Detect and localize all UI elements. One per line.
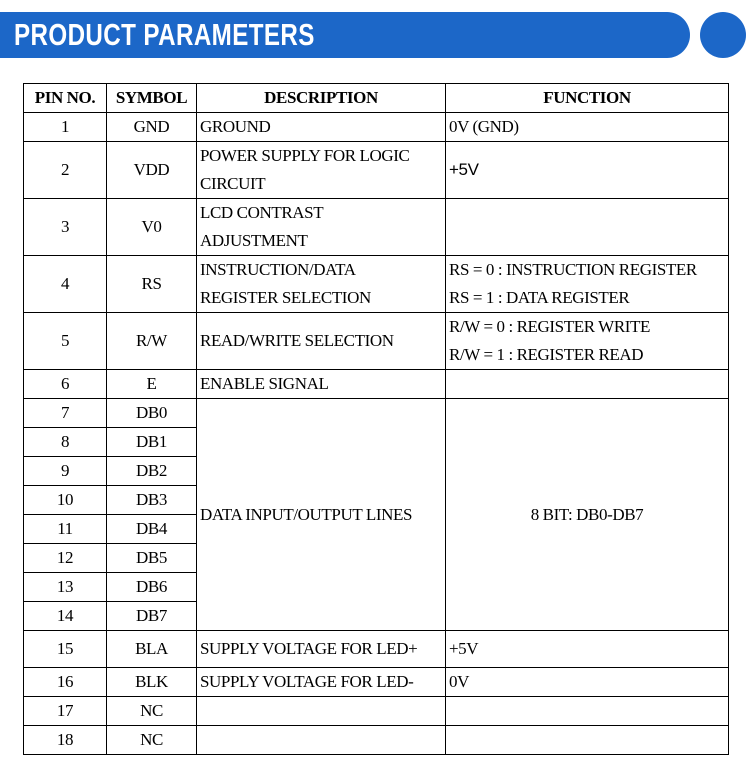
symbol-cell: GND (107, 113, 197, 142)
pin-number-cell: 1 (24, 113, 107, 142)
table-row (24, 199, 729, 256)
description-cell (197, 199, 446, 256)
cell-text-line: RS = 0 : INSTRUCTION REGISTER (449, 260, 697, 279)
description-cell (197, 668, 446, 697)
description-cell (197, 726, 446, 755)
pin-number-cell: 7 (24, 399, 107, 428)
table-row (24, 256, 729, 313)
function-cell (446, 142, 729, 199)
table-row (24, 370, 729, 399)
table-header-row (24, 84, 729, 113)
pin-number-cell: 6 (24, 370, 107, 399)
function-cell (446, 313, 729, 370)
function-cell (446, 726, 729, 755)
cell-text-line: R/W = 1 : REGISTER READ (449, 345, 644, 364)
symbol-cell: NC (107, 726, 197, 755)
symbol-cell: DB5 (107, 544, 197, 573)
function-cell (446, 631, 729, 668)
symbol-cell: VDD (107, 142, 197, 199)
symbol-cell: E (107, 370, 197, 399)
cell-text-line: ENABLE SIGNAL (200, 374, 329, 393)
description-cell (197, 142, 446, 199)
symbol-cell: R/W (107, 313, 197, 370)
pin-number-cell: 5 (24, 313, 107, 370)
function-cell (446, 113, 729, 142)
cell-text-line: R/W = 0 : REGISTER WRITE (449, 317, 650, 336)
symbol-cell: NC (107, 697, 197, 726)
symbol-cell: DB0 (107, 399, 197, 428)
table-row (24, 142, 729, 199)
description-cell (197, 113, 446, 142)
cell-text-line: 0V (449, 672, 469, 691)
function-cell (446, 199, 729, 256)
table-row (24, 631, 729, 668)
function-cell (446, 668, 729, 697)
description-cell (197, 631, 446, 668)
cell-text-line: SUPPLY VOLTAGE FOR LED+ (200, 639, 418, 658)
pin-number-cell: 8 (24, 428, 107, 457)
cell-text-line: +5V (449, 160, 479, 179)
header-description: DESCRIPTION (197, 84, 446, 113)
header-banner (0, 12, 690, 58)
parameters-table (23, 83, 729, 755)
pin-number-cell: 13 (24, 573, 107, 602)
cell-text-line: +5V (449, 639, 479, 658)
symbol-cell: RS (107, 256, 197, 313)
cell-text-line: READ/WRITE SELECTION (200, 331, 394, 350)
function-cell (446, 697, 729, 726)
table-row (24, 399, 729, 428)
pin-number-cell: 15 (24, 631, 107, 668)
description-cell (197, 697, 446, 726)
cell-text-line: 0V (GND) (449, 117, 519, 136)
symbol-cell: DB4 (107, 515, 197, 544)
pin-number-cell: 17 (24, 697, 107, 726)
banner-circle (700, 12, 746, 58)
symbol-cell: DB1 (107, 428, 197, 457)
function-cell: 8 BIT: DB0-DB7 (446, 399, 729, 631)
pin-number-cell: 18 (24, 726, 107, 755)
cell-text-line: INSTRUCTION/DATA (200, 260, 356, 279)
function-cell (446, 256, 729, 313)
table-row (24, 668, 729, 697)
header-function: FUNCTION (446, 84, 729, 113)
cell-text-line: REGISTER SELECTION (200, 288, 371, 307)
pin-number-cell: 11 (24, 515, 107, 544)
page-title: PRODUCT PARAMETERS (14, 17, 315, 52)
function-cell (446, 370, 729, 399)
cell-text-line: CIRCUIT (200, 174, 266, 193)
pin-number-cell: 9 (24, 457, 107, 486)
description-cell: DATA INPUT/OUTPUT LINES (197, 399, 446, 631)
cell-text-line: LCD CONTRAST (200, 203, 324, 222)
pin-number-cell: 4 (24, 256, 107, 313)
cell-text-line: ADJUSTMENT (200, 231, 308, 250)
pin-number-cell: 14 (24, 602, 107, 631)
table-row (24, 726, 729, 755)
cell-text-line: SUPPLY VOLTAGE FOR LED- (200, 672, 414, 691)
symbol-cell: DB7 (107, 602, 197, 631)
pin-number-cell: 12 (24, 544, 107, 573)
symbol-cell: BLA (107, 631, 197, 668)
symbol-cell: DB2 (107, 457, 197, 486)
description-cell (197, 313, 446, 370)
pin-number-cell: 3 (24, 199, 107, 256)
cell-text-line: RS = 1 : DATA REGISTER (449, 288, 630, 307)
table-row (24, 313, 729, 370)
symbol-cell: V0 (107, 199, 197, 256)
pin-number-cell: 16 (24, 668, 107, 697)
cell-text-line: GROUND (200, 117, 271, 136)
pin-number-cell: 2 (24, 142, 107, 199)
header-symbol: SYMBOL (107, 84, 197, 113)
table-row (24, 697, 729, 726)
symbol-cell: DB6 (107, 573, 197, 602)
table-row (24, 113, 729, 142)
symbol-cell: DB3 (107, 486, 197, 515)
symbol-cell: BLK (107, 668, 197, 697)
description-cell (197, 370, 446, 399)
pin-number-cell: 10 (24, 486, 107, 515)
cell-text-line: POWER SUPPLY FOR LOGIC (200, 146, 410, 165)
description-cell (197, 256, 446, 313)
header-pin-no: PIN NO. (24, 84, 107, 113)
table-body (24, 113, 729, 755)
